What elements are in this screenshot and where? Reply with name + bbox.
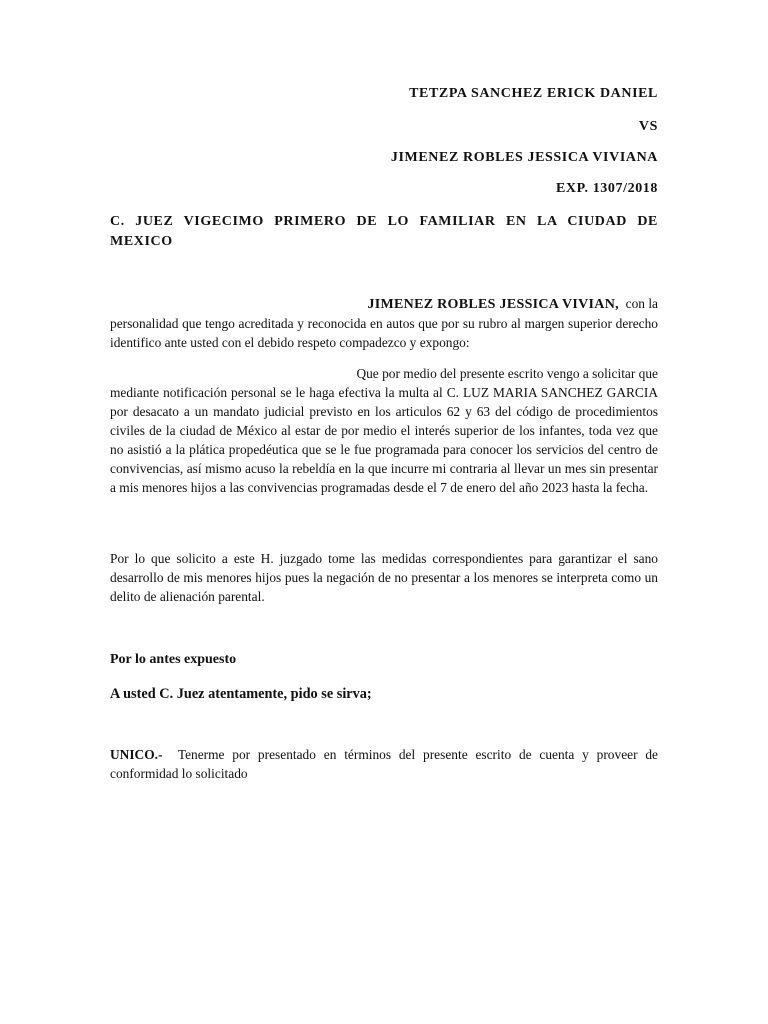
unico-paragraph [110,745,658,783]
versus-label: VS [638,119,658,134]
file-number: EXP. 1307/2018 [555,181,658,196]
addressee-judge: C. JUEZ VIGECIMO PRIMERO DE LO FAMILIAR EN LA CIUDAD DE MEXICO [110,214,658,249]
intro-first-line [110,294,658,314]
body-text: mediante notificación personal se le haga efectiva la multa al C. LUZ MARIA SANCHEZ GARCIA por desacato a un mandato judicial previsto en los articulos 62 y 63 del código de procedimientos civiles de la ciudad de México al estar de por medio el interés superior de los infantes, toda vez que no asistió a la plática propedéutica que se le fue programada para conocer los servicios del centro de convivencias, así mismo acuso la rebeldía en la que incurre mi contraria al llevar un mes sin presentar a mis menores hijos a las convivencias programadas desde el 7 de enero del año 2023 hasta la fecha. [110,385,658,495]
unico-text: Tenerme por presentado en términos del presente escrito de cuenta y proveer de conformidad lo solicitado [110,747,658,781]
unico-label: UNICO.- [110,747,163,762]
intro-paragraph [110,294,658,352]
intro-text: personalidad que tengo acreditada y reconocida en autos que por su rubro al margen superior derecho identifico ante usted con el debido respeto compadezco y expongo: [110,316,658,350]
intro-first-line-rest: con la [625,296,658,311]
body-paragraph [110,364,658,497]
defendant-name: JIMENEZ ROBLES JESSICA VIVIANA [390,150,658,165]
plaintiff-name: TETZPA SANCHEZ ERICK DANIEL [409,86,658,101]
closing-line-1: Por lo antes expuesto [110,652,237,667]
request-paragraph: Por lo que solicito a este H. juzgado tome las medidas correspondientes para garantizar el sano desarrollo de mis menores hijos pues la negación de no presentar a los menores se interpreta como un delito de alienación parental. [110,551,658,604]
closing-line-2: A usted C. Juez atentamente, pido se sirva; [110,686,372,702]
intro-name: JIMENEZ ROBLES JESSICA VIVIAN, [367,297,619,312]
body-first-line: Que por medio del presente escrito vengo a solicitar que [356,366,658,381]
